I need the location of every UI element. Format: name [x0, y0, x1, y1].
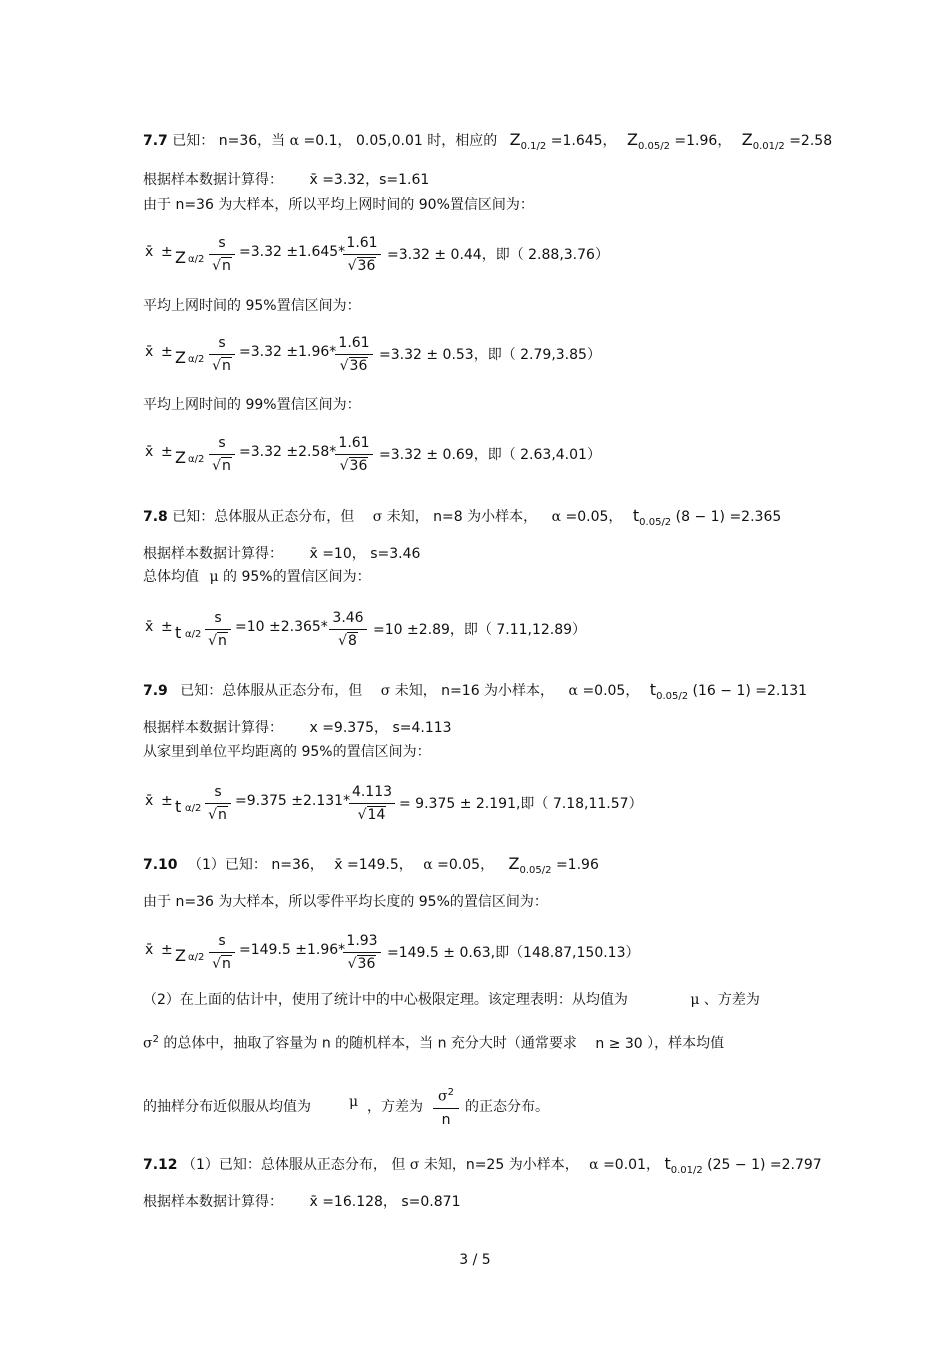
fraction-sigma-sq-over-n — [433, 1082, 459, 1131]
alpha-value: =0.05， — [437, 857, 495, 873]
sqrt-icon: √ — [208, 633, 218, 649]
denominator — [209, 455, 235, 477]
sigma-symbol: σ — [372, 509, 383, 525]
sample-calc-line — [143, 170, 429, 190]
square-superscript: 2 — [447, 1087, 454, 1098]
clt-text-tail: ），样本均值 — [647, 1035, 725, 1052]
plus-minus: ± — [161, 344, 173, 360]
mean-text: 总体均值 — [143, 569, 199, 585]
radicand: n — [222, 458, 231, 474]
radicand: 8 — [348, 633, 357, 649]
confidence-formula-7-10 — [143, 926, 663, 984]
problem-number: 7.12 — [143, 1157, 178, 1173]
problem-7-12-given — [143, 1154, 822, 1181]
numerator: 4.113 — [351, 784, 393, 800]
clt-text: 的抽样分布近似服从均值为 — [143, 1099, 311, 1115]
formula-middle: =149.5 ±1.96* — [239, 942, 346, 958]
sqrt-icon: √ — [339, 458, 349, 474]
numerator: s — [218, 435, 226, 451]
radicand: 36 — [349, 358, 368, 374]
problem-number: 7.10 — [143, 857, 178, 873]
sqrt-icon: √ — [212, 956, 222, 972]
sqrt-icon: √ — [212, 358, 222, 374]
denominator — [335, 355, 373, 377]
sqrt-icon: √ — [212, 458, 222, 474]
sqrt-icon: √ — [338, 633, 347, 649]
calc-values: =10， s=3.46 — [322, 546, 421, 562]
alpha-half-subscript: α/2 — [188, 254, 205, 265]
formula-middle: =10 ±2.365* — [235, 619, 328, 635]
formula-result: =3.32 ± 0.53，即（ 2.79,3.85） — [379, 347, 601, 363]
calc-label: 根据样本数据计算得： — [143, 546, 283, 562]
fraction-s-over-sqrt-n — [343, 930, 381, 975]
z-symbol: Z — [508, 854, 520, 873]
degrees-of-freedom: (25 − 1) — [707, 1157, 766, 1173]
xbar-symbol: x̄ — [334, 857, 343, 873]
alpha-value: =0.01， — [603, 1157, 660, 1173]
numerator: s — [218, 335, 226, 351]
plus-minus: ± — [161, 793, 173, 809]
z-value: =1.96， — [674, 133, 732, 149]
plus-minus: ± — [161, 942, 173, 958]
sample-calc-line — [143, 544, 420, 564]
problem-7-10-given — [143, 854, 599, 881]
part1-text: （1）已知： n=36， — [188, 857, 324, 873]
z-value: =1.645， — [550, 133, 617, 149]
t-symbol: t — [632, 506, 640, 525]
mu-symbol: μ — [349, 1094, 359, 1110]
numerator: s — [218, 235, 226, 251]
denominator — [209, 953, 235, 975]
alpha-half-subscript: α/2 — [185, 629, 202, 640]
z-subscript: 0.05/2 — [519, 864, 552, 876]
alpha-value: =0.05， — [582, 683, 640, 699]
t-value: =2.797 — [769, 1157, 822, 1173]
radicand: n — [222, 358, 231, 374]
sqrt-icon: √ — [347, 258, 357, 274]
problem-7-7-given — [143, 130, 832, 157]
xbar-symbol: x̄ — [145, 444, 154, 460]
formula-result: =10 ±2.89，即（ 7.11,12.89） — [373, 622, 587, 638]
confidence-formula-90 — [143, 228, 663, 286]
alpha-half-subscript: α/2 — [188, 454, 205, 465]
z-symbol: Z — [175, 946, 186, 965]
problem-number: 7.9 — [143, 683, 168, 699]
denominator — [343, 255, 381, 277]
calc-label: 根据样本数据计算得： — [143, 720, 283, 736]
radicand: 36 — [349, 458, 368, 474]
denominator — [349, 804, 395, 826]
numerator: 1.61 — [346, 235, 378, 251]
xbar-symbol: x̄ — [145, 344, 154, 360]
formula-middle: =3.32 ±1.96* — [239, 344, 337, 360]
denominator — [335, 455, 373, 477]
large-sample-line: 由于 n=36 为大样本，所以平均上网时间的 90%置信区间为： — [143, 197, 534, 213]
alpha-values: =0.1， 0.05,0.01 时，相应的 — [303, 133, 498, 149]
fraction-s-over-sqrt-n — [335, 332, 373, 377]
alpha-symbol: α — [289, 133, 300, 149]
alpha-value: =0.05， — [565, 509, 623, 525]
xbar-symbol: x̄ — [145, 793, 154, 809]
xbar-symbol: x — [309, 720, 318, 736]
fraction-s-over-sqrt-n — [335, 432, 373, 477]
xbar-symbol: x̄ — [309, 172, 318, 188]
t-symbol: t — [664, 1154, 671, 1173]
large-sample-line: 由于 n=36 为大样本，所以零件平均长度的 95%的置信区间为： — [143, 894, 548, 910]
fraction-s-over-sqrt-n — [349, 781, 395, 826]
clt-line-1 — [143, 990, 760, 1010]
clt-text-mid: ，方差为 — [367, 1099, 423, 1115]
denominator — [209, 255, 235, 277]
alpha-symbol: α — [551, 509, 562, 525]
given-text: 已知： n=36，当 — [172, 133, 286, 149]
formula-middle: =3.32 ±2.58* — [239, 444, 337, 460]
calc-label: 根据样本数据计算得： — [143, 1194, 283, 1210]
sqrt-icon: √ — [357, 807, 367, 823]
t-symbol: t — [649, 680, 657, 699]
formula-result: =149.5 ± 0.63,即（148.87,150.13） — [387, 945, 640, 961]
plus-minus: ± — [161, 619, 173, 635]
denominator — [205, 804, 231, 826]
problem-number: 7.8 — [143, 509, 168, 525]
distance-interval-label: 从家里到单位平均距离的 95%的置信区间为： — [143, 744, 431, 760]
radicand: 36 — [357, 956, 376, 972]
fraction-s-sqrt-n — [209, 432, 235, 477]
numerator: s — [214, 784, 222, 800]
mu-symbol: μ — [690, 992, 700, 1008]
numerator: 1.93 — [346, 933, 378, 949]
fraction-s-sqrt-n — [209, 930, 235, 975]
sample-calc-line — [143, 718, 452, 738]
t-value: =2.131 — [755, 683, 808, 699]
z-subscript: 0.1/2 — [520, 140, 547, 152]
numerator: 1.61 — [338, 335, 370, 351]
t-value: =2.365 — [729, 509, 782, 525]
calc-values: =9.375， s=4.113 — [322, 720, 452, 736]
fraction-s-sqrt-n — [209, 232, 235, 277]
t-subscript: 0.01/2 — [670, 1164, 703, 1176]
sqrt-icon: √ — [347, 956, 357, 972]
sample-calc-line — [143, 1192, 460, 1212]
formula-middle: =9.375 ±2.131* — [235, 793, 351, 809]
given-middle: 未知，n=25 为小样本， — [423, 1157, 579, 1173]
clt-text-tail: 、方差为 — [703, 992, 760, 1008]
xbar-value: =149.5， — [346, 857, 413, 873]
formula-result: =3.32 ± 0.69，即（ 2.63,4.01） — [379, 447, 601, 463]
z-symbol: Z — [175, 248, 186, 267]
clt-text: （2）在上面的估计中，使用了统计中的中心极限定理。该定理表明：从均值为 — [143, 992, 628, 1008]
xbar-symbol: x̄ — [145, 244, 154, 260]
sigma-symbol: σ — [409, 1157, 420, 1173]
formula-result: =3.32 ± 0.44，即（ 2.88,3.76） — [387, 247, 609, 263]
fraction-s-over-sqrt-n — [343, 232, 381, 277]
clt-text-tail: 的正态分布。 — [465, 1099, 549, 1115]
fraction-s-over-sqrt-n — [329, 607, 367, 652]
sqrt-icon: √ — [208, 807, 218, 823]
clt-line-2 — [143, 1030, 724, 1054]
confidence-formula-99 — [143, 428, 663, 486]
fraction-s-sqrt-n — [205, 781, 231, 826]
fraction-s-sqrt-n — [209, 332, 235, 377]
given-text: 已知：总体服从正态分布，但 — [180, 683, 363, 699]
sqrt-icon: √ — [339, 358, 349, 374]
alpha-symbol: α — [589, 1157, 599, 1173]
denominator — [329, 630, 367, 652]
calc-values: =3.32，s=1.61 — [322, 172, 430, 188]
square-superscript: 2 — [152, 1034, 159, 1045]
denominator — [205, 630, 231, 652]
calc-values: =16.128， s=0.871 — [322, 1194, 461, 1210]
numerator: 1.61 — [338, 435, 370, 451]
problem-number: 7.7 — [143, 133, 168, 149]
radicand: n — [222, 956, 231, 972]
denominator: n — [441, 1111, 451, 1128]
radicand: 36 — [357, 258, 376, 274]
t-subscript: 0.05/2 — [656, 690, 689, 702]
confidence-formula-7-8 — [143, 603, 663, 661]
page-number: 3 / 5 — [459, 1252, 491, 1268]
radicand: n — [218, 807, 227, 823]
mu-symbol: μ — [209, 569, 219, 585]
given-middle: 未知， n=8 为小样本， — [386, 509, 538, 525]
interval-95-label: 平均上网时间的 95%置信区间为： — [143, 298, 361, 314]
confidence-formula-7-9 — [143, 777, 663, 835]
calc-label: 根据样本数据计算得： — [143, 172, 283, 188]
formula-result: = 9.375 ± 2.191,即（ 7.18,11.57） — [399, 796, 643, 812]
given-text: （1）已知：总体服从正态分布， 但 — [182, 1157, 406, 1173]
z-symbol: Z — [627, 130, 638, 149]
degrees-of-freedom: (16 − 1) — [692, 683, 751, 699]
alpha-half-subscript: α/2 — [188, 952, 205, 963]
alpha-half-subscript: α/2 — [185, 803, 202, 814]
sigma-symbol: σ — [380, 683, 391, 699]
sample-size-condition: n ≥ 30 — [595, 1035, 643, 1052]
clt-text: 的总体中，抽取了容量为 n 的随机样本，当 n 充分大时（通常要求 — [163, 1035, 577, 1052]
alpha-symbol: α — [423, 857, 433, 873]
radicand: n — [218, 633, 227, 649]
problem-7-8-given — [143, 506, 781, 533]
xbar-symbol: x̄ — [145, 942, 154, 958]
mean-tail: 的 95%的置信区间为： — [223, 569, 371, 585]
denominator — [343, 953, 381, 975]
z-value: =2.58 — [789, 133, 833, 149]
t-subscript: 0.05/2 — [639, 516, 672, 528]
z-subscript: 0.01/2 — [752, 140, 785, 152]
xbar-symbol: x̄ — [145, 619, 154, 635]
z-symbol: Z — [175, 448, 186, 467]
xbar-symbol: x̄ — [309, 1194, 318, 1210]
xbar-symbol: x̄ — [309, 546, 318, 562]
numerator — [433, 1082, 459, 1108]
alpha-symbol: α — [568, 683, 578, 699]
numerator: s — [218, 933, 226, 949]
t-symbol: t — [175, 797, 182, 816]
sqrt-icon: √ — [212, 258, 222, 274]
z-subscript: 0.05/2 — [637, 140, 670, 152]
z-symbol: Z — [741, 130, 753, 149]
t-symbol: t — [175, 623, 182, 642]
radicand: n — [222, 258, 231, 274]
z-value: =1.96 — [555, 857, 599, 873]
sigma-symbol: σ — [438, 1088, 448, 1105]
z-symbol: Z — [175, 348, 186, 367]
formula-middle: =3.32 ±1.645* — [239, 244, 346, 260]
given-text: 已知：总体服从正态分布，但 — [172, 509, 355, 525]
radicand: 14 — [367, 807, 386, 823]
fraction-s-sqrt-n — [205, 607, 231, 652]
mean-interval-label — [143, 567, 371, 587]
clt-line-3 — [143, 1076, 703, 1134]
degrees-of-freedom: (8 − 1) — [675, 509, 725, 525]
numerator: s — [214, 610, 222, 626]
plus-minus: ± — [161, 244, 173, 260]
sigma-symbol: σ — [143, 1035, 153, 1052]
given-middle: 未知， n=16 为小样本， — [394, 683, 555, 699]
denominator — [209, 355, 235, 377]
alpha-half-subscript: α/2 — [188, 354, 205, 365]
interval-99-label: 平均上网时间的 99%置信区间为： — [143, 397, 361, 413]
confidence-formula-95 — [143, 328, 663, 386]
numerator: 3.46 — [332, 610, 364, 626]
plus-minus: ± — [161, 444, 173, 460]
problem-7-9-given — [143, 680, 807, 707]
z-symbol: Z — [509, 130, 521, 149]
